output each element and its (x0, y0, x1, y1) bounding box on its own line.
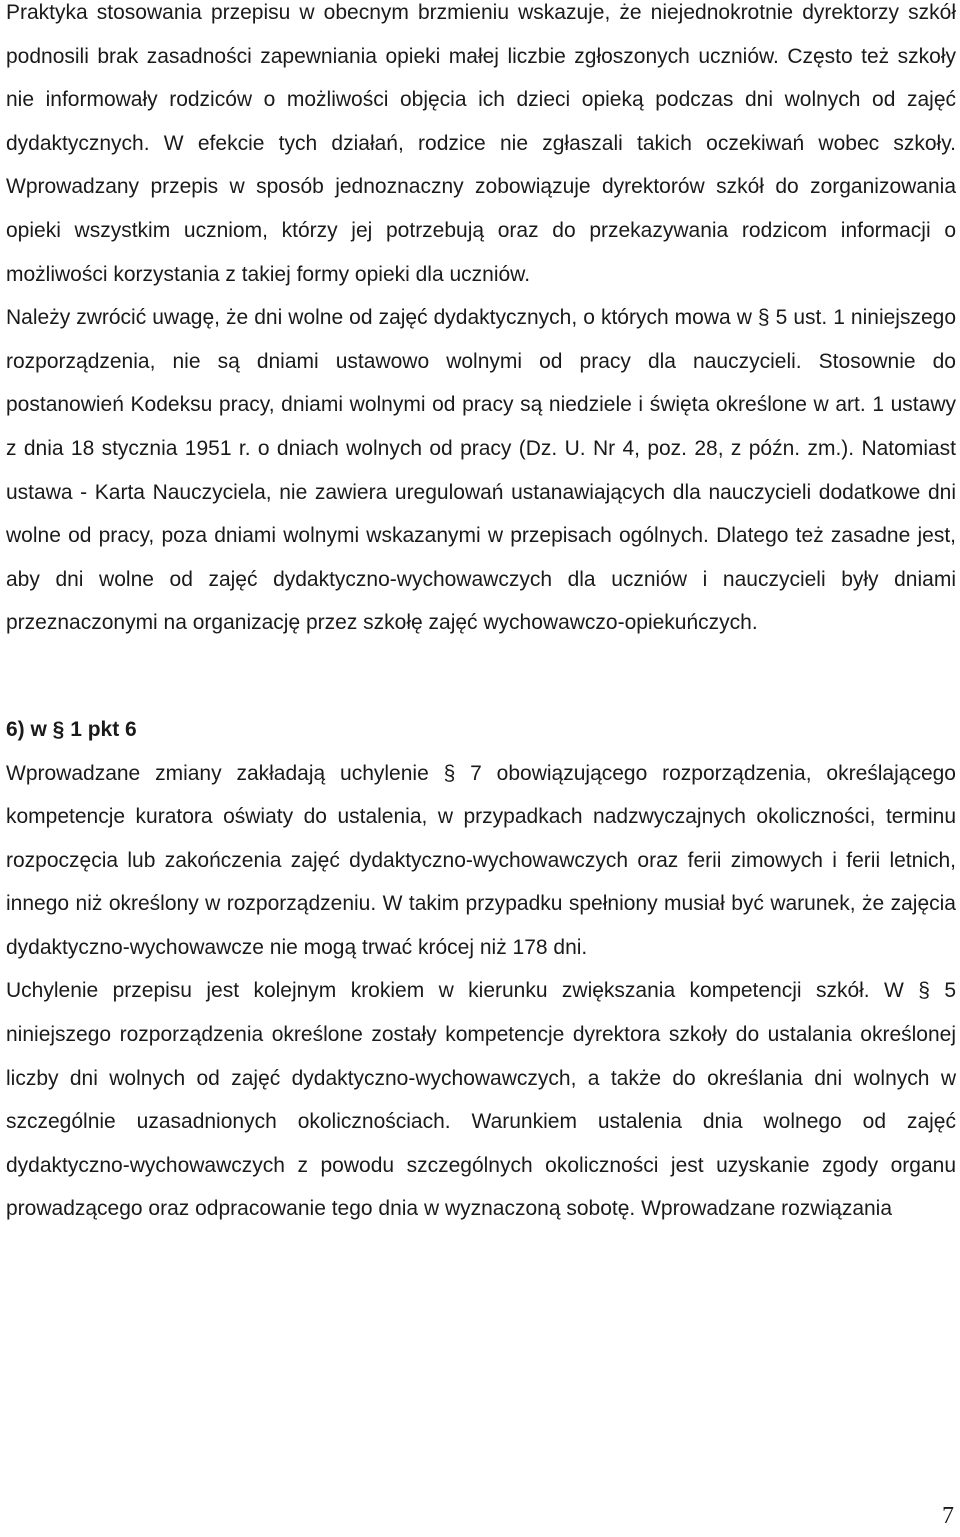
paragraph-dni-wolne: Należy zwrócić uwagę, że dni wolne od zajęć dydaktycznych, o których mowa w § 5 ust. 1 niniejszego rozporządzenia, nie są dniami ustawowo wolnymi od pracy dla nauczycieli. Stosownie do postanowień Kodeksu pracy, dniami wolnymi od pracy są niedziele i święta określone w art. 1 ustawy z dnia 18 stycznia 1951 r. o dniach wolnych od pracy (Dz. U. Nr 4, poz. 28, z późn. zm.). Natomiast ustawa - Karta Nauczyciela, nie zawiera uregulowań ustanawiających dla nauczycieli dodatkowe dni wolne od pracy, poza dniami wolnymi wskazanymi w przepisach ogólnych. Dlatego też zasadne jest, aby dni wolne od zajęć dydaktyczno-wychowawczych dla uczniów i nauczycieli były dniami przeznaczonymi na organizację przez szkołę zajęć wychowawczo-opiekuńczych. (6, 306, 956, 635)
document-page (6, 0, 956, 1231)
section-heading: 6) w § 1 pkt 6 (6, 717, 137, 741)
paragraph-opieka-uczniow: Praktyka stosowania przepisu w obecnym brzmieniu wskazuje, że niejednokrotnie dyrektorzy szkół podnosili brak zasadności zapewniania opieki małej liczbie zgłoszonych uczniów. Często też szkoły nie informowały rodziców o możliwości objęcia ich dzieci opieką podczas dni wolnych od zajęć dydaktycznych. W efekcie tych działań, rodzice nie zgłaszali takich oczekiwań wobec szkoły. Wprowadzany przepis w sposób jednoznaczny zobowiązuje dyrektorów szkół do zorganizowania opieki wszystkim uczniom, którzy jej potrzebują oraz do przekazywania rodzicom informacji o możliwości korzystania z takiej formy opieki dla uczniów. (6, 1, 956, 286)
paragraph-kompetencje-szkol: Uchylenie przepisu jest kolejnym krokiem w kierunku zwiększania kompetencji szkół. W § 5 niniejszego rozporządzenia określone zostały kompetencje dyrektora szkoły do ustalania określonej liczby dni wolnych od zajęć dydaktyczno-wychowawczych, a także do określania dni wolnych w szczególnie uzasadnionych okolicznościach. Warunkiem ustalenia dnia wolnego od zajęć dydaktyczno-wychowawczych z powodu szczególnych okoliczności jest uzyskanie zgody organu prowadzącego oraz odpracowanie tego dnia w wyznaczoną sobotę. Wprowadzane rozwiązania (6, 979, 956, 1221)
paragraph-uchylenie-paragrafu-7: Wprowadzane zmiany zakładają uchylenie § 7 obowiązującego rozporządzenia, określającego kompetencje kuratora oświaty do ustalenia, w przypadkach nadzwyczajnych okoliczności, terminu rozpoczęcia lub zakończenia zajęć dydaktyczno-wychowawczych oraz ferii zimowych i ferii letnich, innego niż określony w rozporządzeniu. W takim przypadku spełniony musiał być warunek, że zajęcia dydaktyczno-wychowawcze nie mogą trwać krócej niż 178 dni. (6, 761, 956, 959)
section-spacer (6, 645, 956, 708)
page-number: 7 (942, 1503, 954, 1529)
